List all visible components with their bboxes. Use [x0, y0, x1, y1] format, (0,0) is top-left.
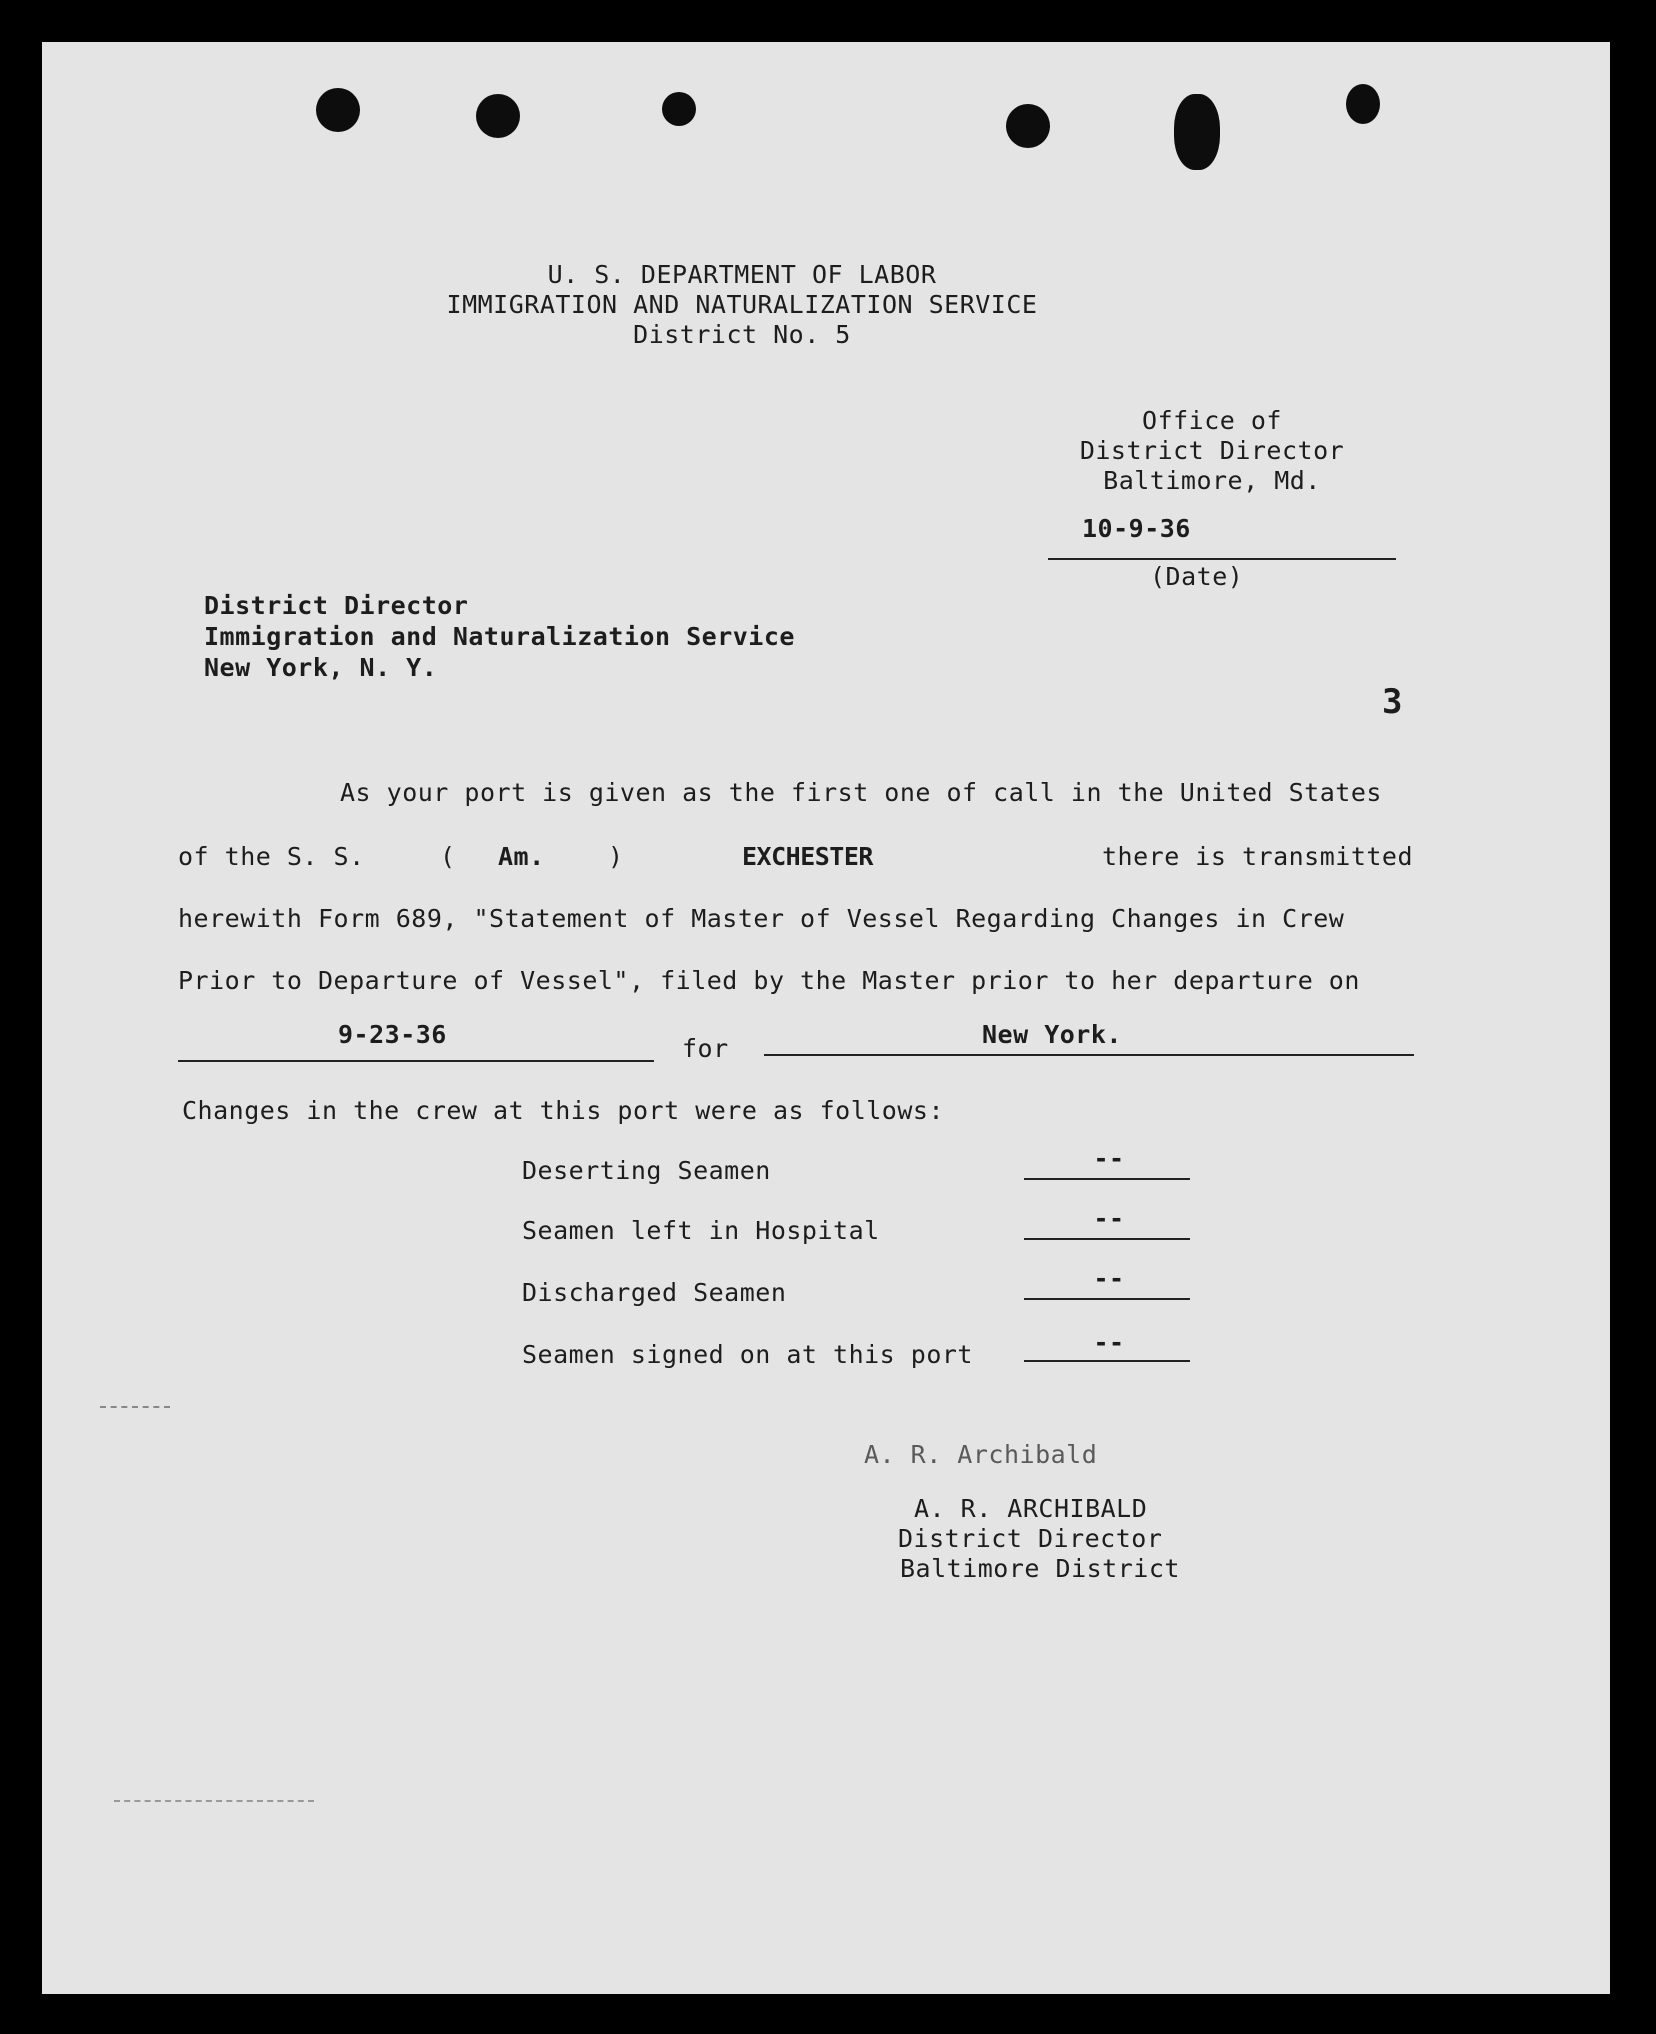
signer-title: District Director [898, 1524, 1163, 1553]
crew-change-value: -- [1093, 1264, 1125, 1293]
crew-change-value: -- [1093, 1328, 1125, 1357]
addressee-block [204, 590, 795, 683]
addressee-line: Immigration and Naturalization Service [204, 622, 795, 651]
crew-change-label: Discharged Seamen [522, 1278, 787, 1307]
body-line: Changes in the crew at this port were as follows: [182, 1096, 945, 1125]
crew-change-rule [1024, 1238, 1190, 1240]
stray-mark [100, 1406, 170, 1408]
office-line: District Director [1079, 436, 1345, 465]
date-rule [1048, 558, 1396, 560]
destination: New York. [982, 1020, 1122, 1049]
office-line: Baltimore, Md. [1103, 466, 1321, 495]
letterhead-service: IMMIGRATION AND NATURALIZATION SERVICE [446, 290, 1038, 319]
departure-date: 9-23-36 [338, 1020, 447, 1049]
punch-hole [1174, 94, 1220, 170]
punch-hole [1006, 104, 1050, 148]
stray-mark [114, 1800, 314, 1802]
signer-name: A. R. ARCHIBALD [914, 1494, 1148, 1523]
reference-number: 3 [1382, 682, 1403, 722]
document-page [42, 42, 1610, 1994]
punch-hole [662, 92, 696, 126]
signature: A. R. Archibald [864, 1440, 1098, 1469]
body-line: herewith Form 689, "Statement of Master of Vessel Regarding Changes in Crew [178, 904, 1345, 933]
signer-district: Baltimore District [900, 1554, 1180, 1583]
letter-date: 10-9-36 [1082, 514, 1191, 543]
letterhead [442, 260, 1042, 350]
vessel-name: EXCHESTER [742, 842, 873, 871]
office-line: Office of [1142, 406, 1282, 435]
letterhead-district: District No. 5 [633, 320, 851, 349]
crew-change-label: Seamen signed on at this port [522, 1340, 973, 1369]
date-label: (Date) [1150, 562, 1244, 591]
vessel-nationality: Am. [498, 842, 545, 871]
for-label: for [682, 1034, 729, 1063]
departure-date-rule [178, 1060, 654, 1062]
crew-change-rule [1024, 1178, 1190, 1180]
letterhead-department: U. S. DEPARTMENT OF LABOR [547, 260, 937, 289]
office-block [1062, 406, 1362, 496]
crew-change-rule [1024, 1360, 1190, 1362]
crew-change-rule [1024, 1298, 1190, 1300]
destination-rule [764, 1054, 1414, 1056]
crew-change-label: Seamen left in Hospital [522, 1216, 880, 1245]
punch-hole [1346, 84, 1380, 124]
addressee-line: New York, N. Y. [204, 653, 438, 682]
punch-hole [316, 88, 360, 132]
body-line: of the S. S. [178, 842, 365, 871]
body-line: Prior to Departure of Vessel", filed by the Master prior to her departure on [178, 966, 1360, 995]
crew-change-label: Deserting Seamen [522, 1156, 771, 1185]
crew-change-value: -- [1093, 1144, 1125, 1173]
body-line: As your port is given as the first one of call in the United States [340, 778, 1382, 807]
addressee-line: District Director [204, 591, 469, 620]
body-line: there is transmitted [1102, 842, 1414, 871]
nationality-open: ( [440, 842, 456, 871]
nationality-close: ) [608, 842, 624, 871]
punch-hole [476, 94, 520, 138]
crew-change-value: -- [1093, 1204, 1125, 1233]
